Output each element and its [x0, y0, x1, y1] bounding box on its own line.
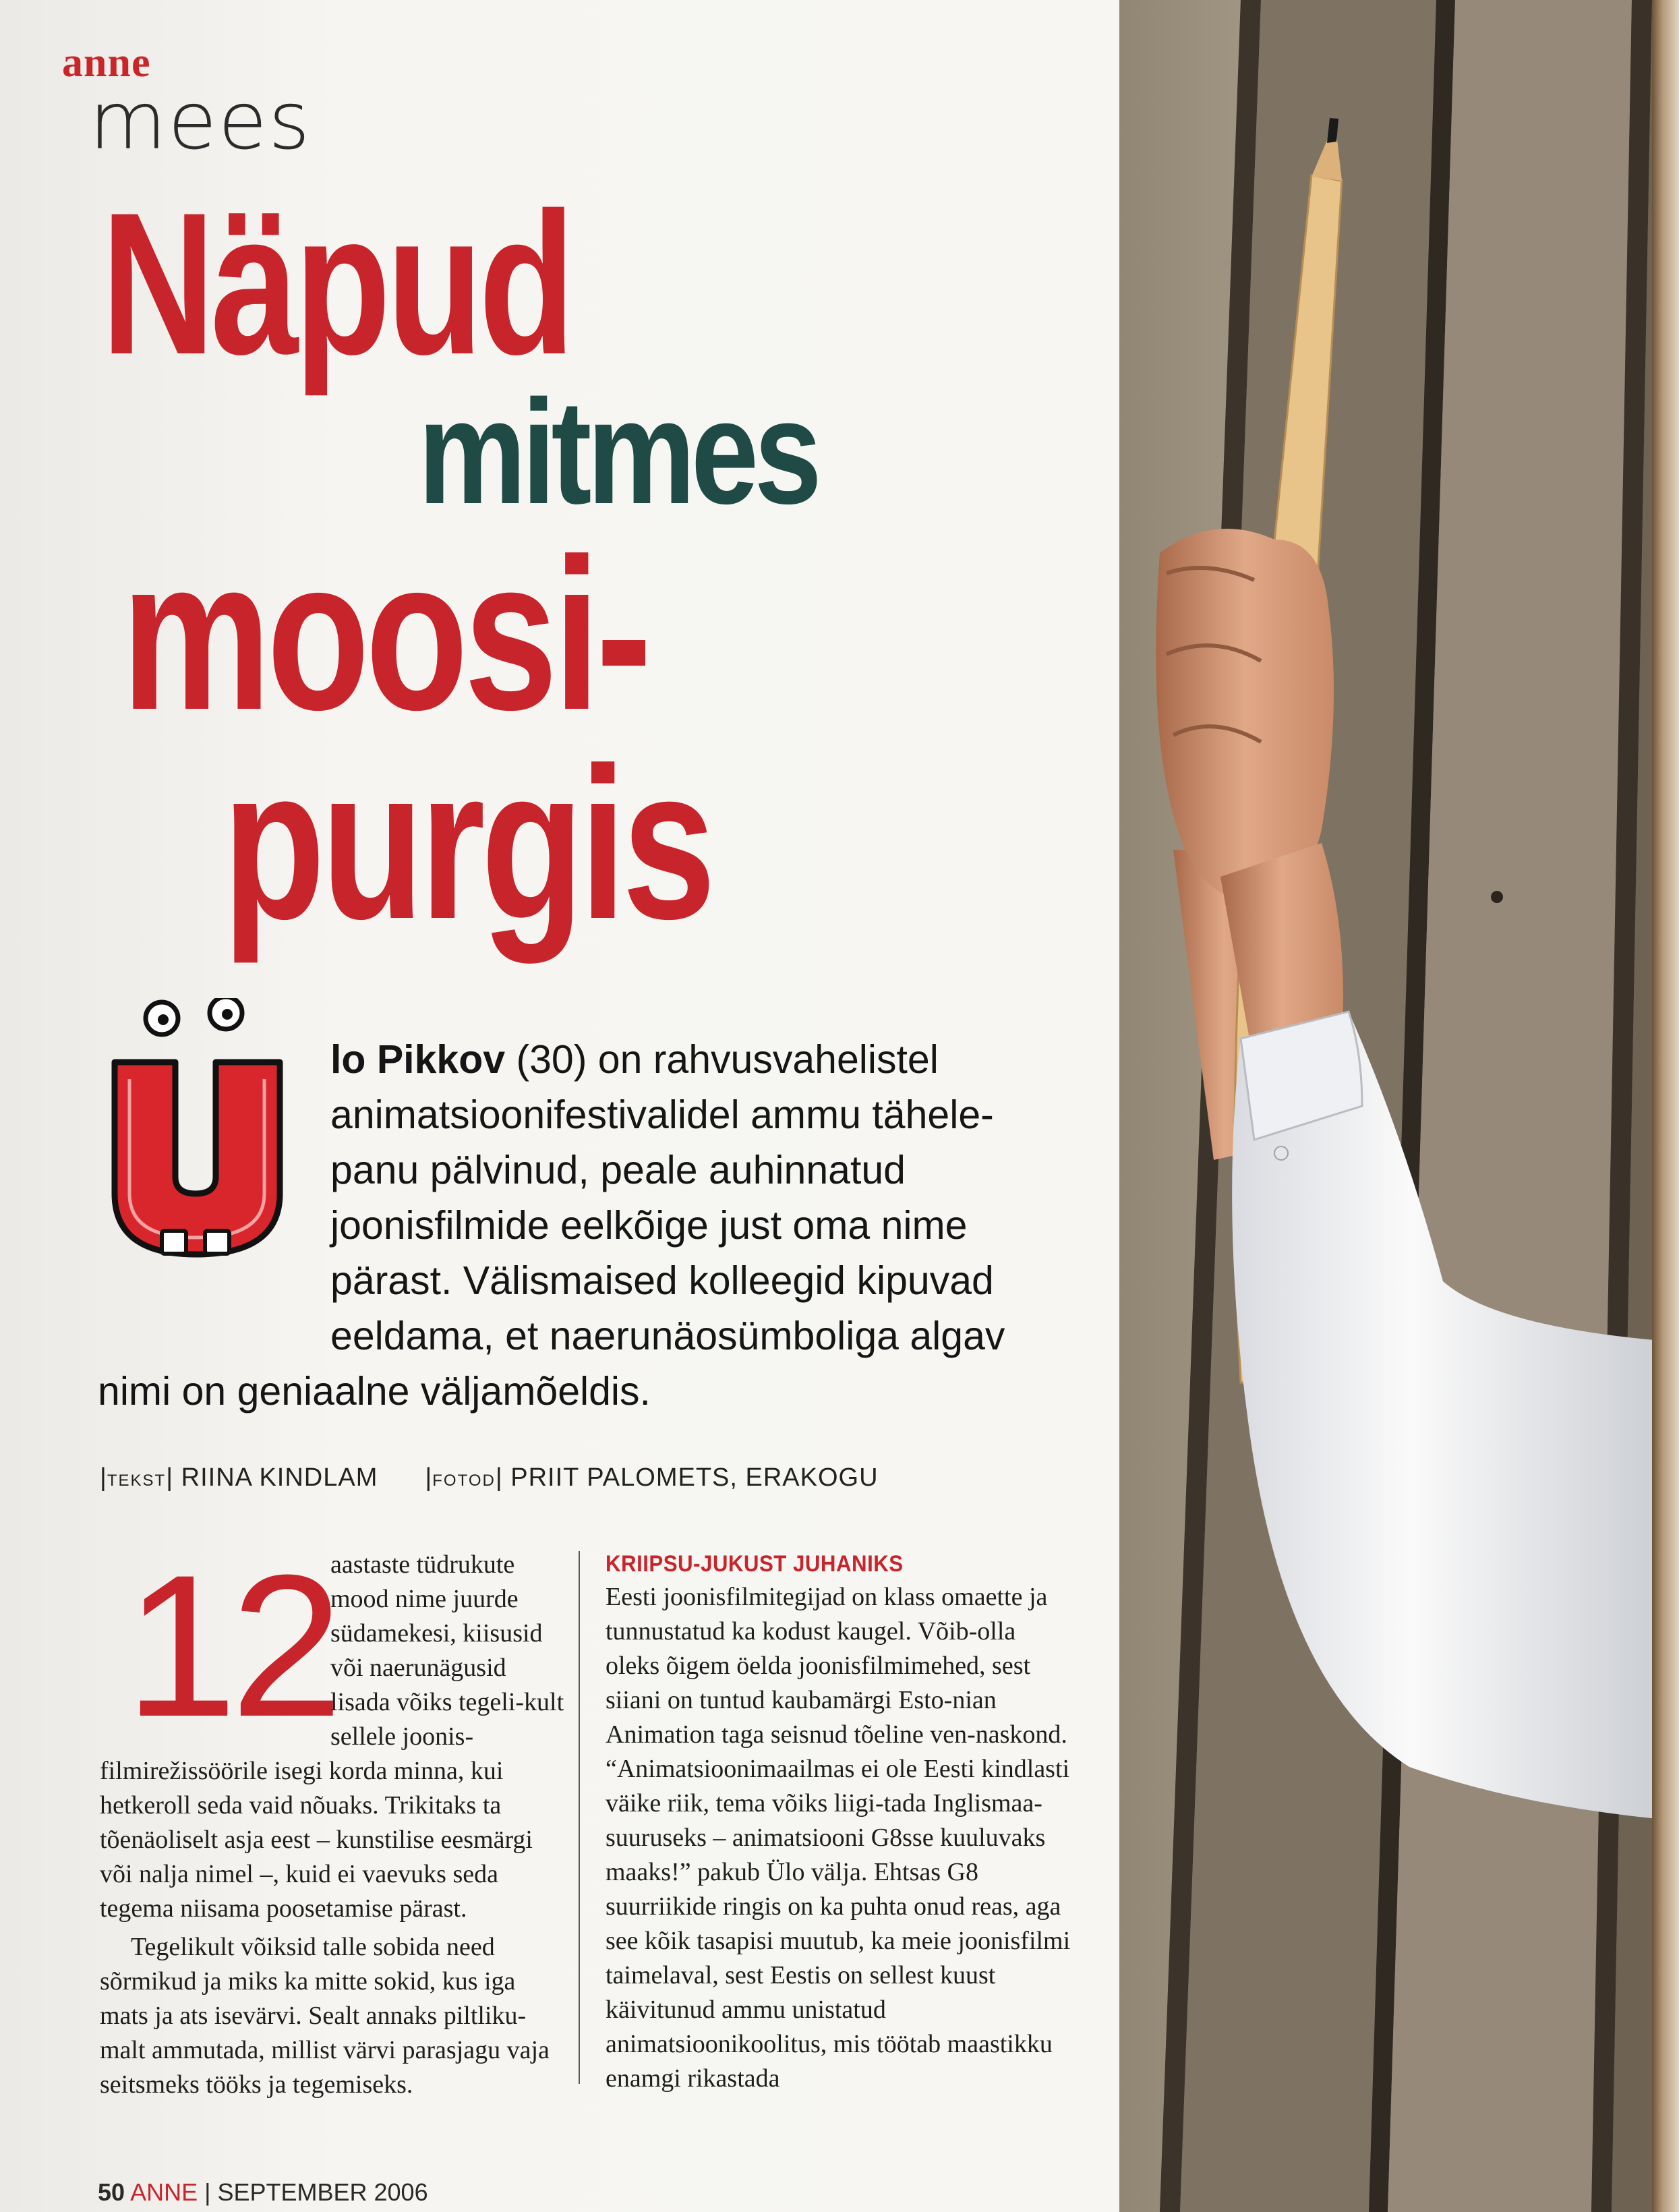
body-col2-paragraph: Eesti joonisfilmitegijad on klass omaette ja tunnustatud ka kodust kaugel. Võib-olla oleks õigem öelda joonisfilmimehed, sest siiani on tuntud kaubamärgi Esto-nian Animation taga seisnud tõeline ven-naskond. “Animatsioonimaailmas ei ole Eesti kindlasti väike riik, tema võiks liigi-tada Inglismaa-suuruseks – animatsiooni G8sse kuuluvaks maaks!” pakub Ülo välja. Ehtsas G8 suurriikide ringis on ka puhta onud reas, aga see kõik tasapisi muutub, ka meie joonisfilmi taimelaval, sest Eestis on sellest kuust käivitunud ammu unistatud animatsioonikoolitus, mis töötab maastikku enamgi rikastada: [606, 1583, 1071, 2093]
subheading: KRIIPSU-JUKUST JUHANIKS: [606, 1551, 904, 1577]
headline-line-3: moosi-: [121, 513, 648, 755]
magazine-spine: [1652, 0, 1679, 2212]
photo-illustration: [1119, 0, 1679, 2212]
headline-line-4: purgis: [223, 722, 712, 964]
photo-credit-label: FOTOD: [432, 1472, 496, 1490]
section-tag: anne: [62, 40, 151, 86]
column-divider: [579, 1551, 580, 2084]
headline-line-2: mitmes: [418, 369, 818, 535]
lead-text: (30) on rahvusvahelistel animatsioonifestivalidel ammu tähele-panu pälvinud, peale auhinnatud joonisfilmide eelkõige just oma nime pärast. Välismaised kolleegid kipuvad eeldama, et naerunäosümboliga algav nimi on geniaalne väljamõeldis.: [98, 1037, 1005, 1414]
text-credit-author: RIINA KINDLAM: [181, 1463, 378, 1492]
body-column-1: [100, 1548, 565, 2102]
headline-line-1: Näpud: [101, 170, 571, 397]
body-col1-paragraph-1: aastaste tüdrukute mood nime juurde südamekesi, kiisusid või naerunägusid lisada võiks tegeli-kult sellele joonis-filmirežissöörile isegi korda minna, kui hetkeroll seda vaid nõuaks. Trikitaks ta tõenäoliselt asja eest – kunstilise eesmärgi või nalja nimel –, kuid ei vaevuks seda tegema niisama poosetamise pärast.: [100, 1550, 564, 1923]
page-folio: 50 ANNE | SEPTEMBER 2006: [98, 2178, 428, 2206]
magazine-name: ANNE: [130, 2178, 198, 2206]
issue-date: SEPTEMBER 2006: [217, 2178, 428, 2206]
section-title: mees: [89, 74, 312, 167]
text-credit-label: TEKST: [107, 1472, 167, 1490]
page-number: 50: [98, 2178, 125, 2206]
hand-pencil-photo: [1119, 0, 1679, 2212]
photo-credit-author: PRIIT PALOMETS, ERAKOGU: [510, 1463, 879, 1492]
body-col1-paragraph-2: Tegelikult võiksid talle sobida need sõrmikud ja miks ka mitte sokid, kus iga mats ja ats isevärvi. Sealt annaks piltliku-malt ammutada, millist värvi parasjagu vaja seitsmeks tööks ja tegemiseks.: [100, 1933, 550, 2099]
lead-paragraph: [98, 1032, 1076, 1419]
byline: |TEKST| RIINA KINDLAM |FOTOD| PRIIT PALOMETS, ERAKOGU: [100, 1463, 879, 1492]
lead-name: lo Pikkov: [330, 1037, 506, 1082]
body-column-2: [606, 1551, 1071, 2096]
drop-number: 12: [125, 1532, 336, 1759]
